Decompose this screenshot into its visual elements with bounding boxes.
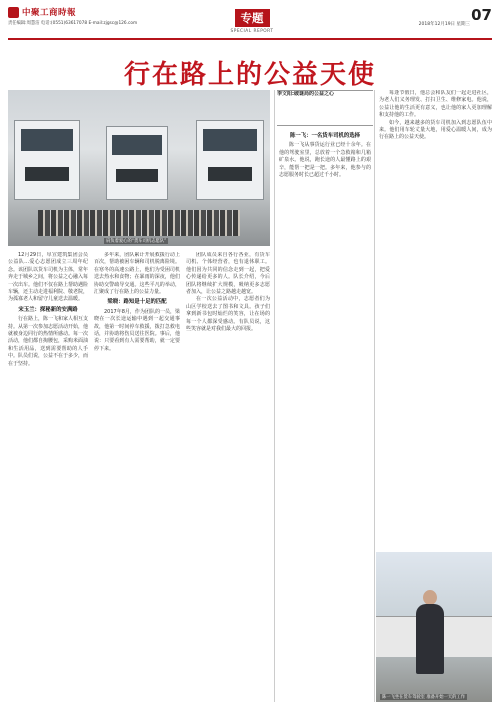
lead-subhead: 李文阳:破谜局的公益之心 [277,90,373,126]
truck-image [14,120,80,200]
brand-logo-icon [8,7,19,18]
driver-figure [416,604,444,674]
paragraph: 陈一飞从事货运行业已经十余年。在他的驾驶室里，总放着一个急救箱和几箱矿泉水。他说，跑长途的人最懂路上的艰辛，能帮一把是一把。多年来，他参与的志愿服务时长已超过千小时。 [279,142,371,179]
issue-date: 2018年12月19日 星期三 [418,22,470,27]
section-tag [226,7,278,34]
page-number: 07 [471,6,492,24]
column-divider [374,90,375,702]
paragraph: 多年来，团队累计开展救援行动上百次，帮助被困车辆和司机脱离险境。在寒冬的高速公路上，他们为受困司机送去热水和食物；在暴雨的深夜，他们协助交警疏导交通。这些平凡的举动，汇聚成了行在路上的公益力量。 [94,252,180,296]
truck-image [106,126,168,200]
section-subhead: 陈一飞：一名货车司机的选择 [289,133,361,139]
truck-image [196,120,264,200]
article-column-5 [379,90,492,546]
article-column-2 [94,252,180,702]
section-subhead: 梁晓：路知是十足的匹配 [107,299,167,306]
driver-photo [376,552,492,702]
masthead-rule [8,38,492,40]
headline: 行在路上的公益天使 [123,60,376,90]
paragraph: 在一次公益活动中，志愿者们为山区学校送去了图书和文具。孩子们拿到新书包时灿烂的笑容，让在场的每一个人都深受感动。有队员说，这些笑容就是对我们最大的回报。 [186,296,270,333]
paragraph: 团队成员来自各行各业，有货车司机、个体经营者，也有退休职工。他们因为共同的信念走到一起，把爱心传递给更多的人。队长介绍，今后团队将继续扩大规模，吸纳更多志愿者加入，让公益之路越走越宽。 [186,252,270,296]
paragraph: 2017年8月，作为团队的一员，梁晓在一次长途运输中遇到一起交通事故，他第一时间停车救援，拨打急救电话，并协助将伤员送往医院。事后，他说：只要看到有人需要帮助，就一定要停下来。 [94,308,180,352]
paragraph: 每逢节假日，他总会和队友们一起走进社区，为老人们义务理发、打扫卫生、维修家电。他说，公益让他的生活更有意义，也让他的家人更加理解和支持他的工作。 [379,90,492,119]
trucks-photo-caption: 肩负着爱心的“货车司机志愿队” [106,239,167,244]
brand [8,6,76,18]
section-en: SPECIAL REPORT [230,29,274,34]
driver-photo-caption: 陈一飞坐在货车驾驶室 准备开始一天的工作 [382,695,466,700]
article-column-3 [186,252,270,702]
paragraph: 如今，越来越多的货车司机加入到志愿队伍中来。他们用车轮丈量大地，用爱心温暖人间，成为行在路上的公益天使。 [379,119,492,141]
section-subhead: 宋玉兰：探秘新的安满路 [18,306,78,313]
article-column-4 [279,130,371,702]
column-divider [274,90,275,702]
editor-info: 责任编辑:周慧洁 电话:(0551)63617078 E-mail:zjgsc@126.com [8,21,138,26]
driver-figure [423,590,437,605]
masthead [8,6,492,36]
brand-name: 中聚工商時報 [22,8,77,18]
article-column-1 [8,252,88,702]
volunteers-group [38,210,240,236]
paragraph: 12月29日，阜宣建筑集团会员公益队…爱心志愿团成立三周年纪念。该团队以货车司机为主体，常年奔走于城乡之间，将公益之心融入每一次出车。他们不仅在路上帮助遇险车辆，还主动走进福利院、敬老院，为孤寡老人和留守儿童送去温暖。 [8,252,88,303]
section-name: 专题 [235,9,270,27]
paragraph: 行在路上，陈一飞和家人相互支持。从第一次参加志愿活动开始，他就被身边同行的热情所感动。每一次活动，他们都自掏腰包，采购米面油和生活用品，送到需要帮助的人手中。队员们说，公益不在于多少，而在于坚持。 [8,316,88,367]
trucks-photo [8,90,270,246]
